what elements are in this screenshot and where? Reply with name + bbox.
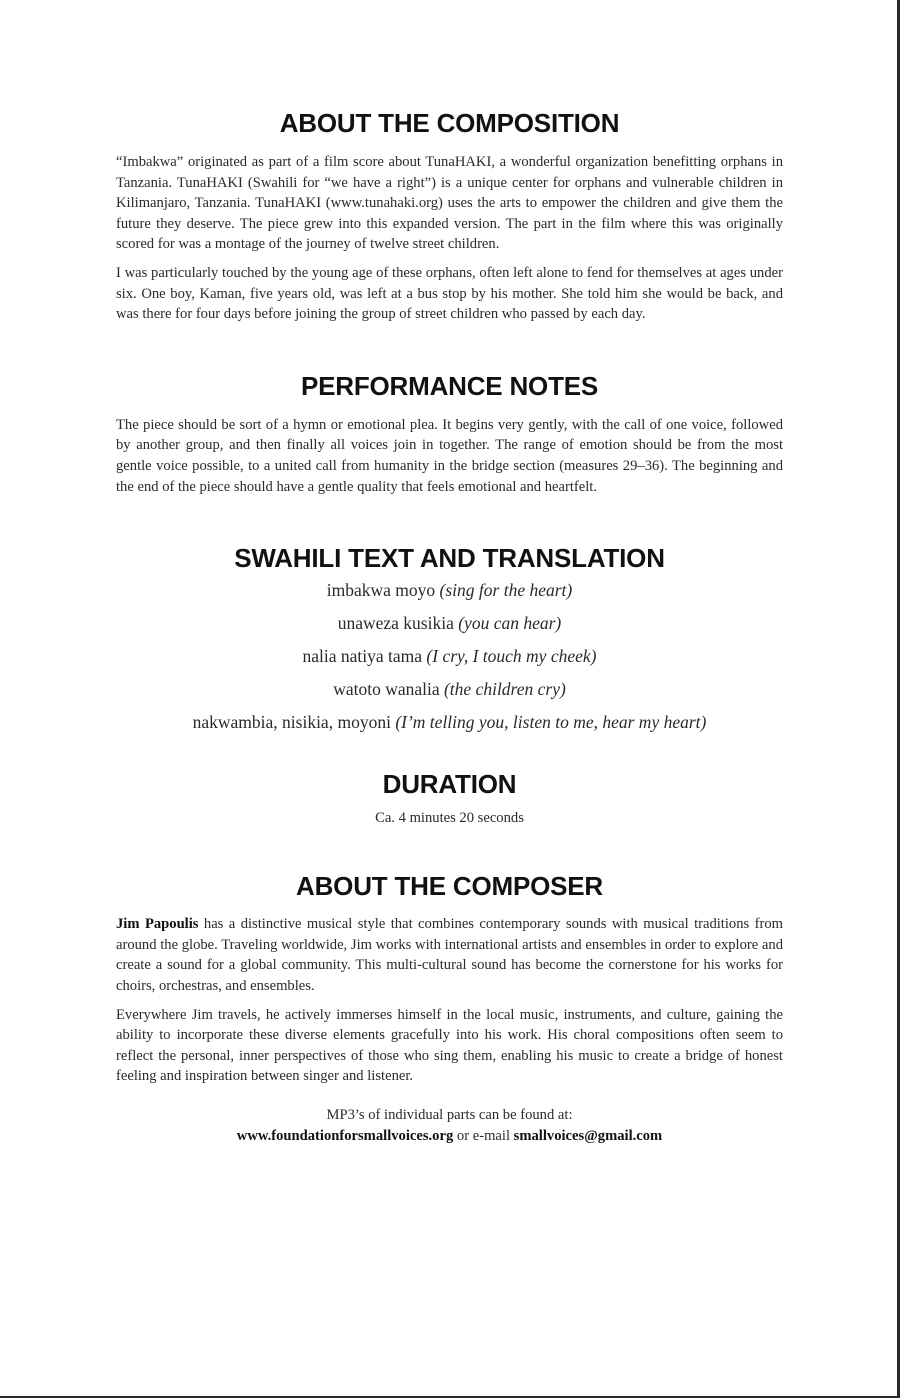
- website-link[interactable]: www.foundationforsmallvoices.org: [236, 1127, 454, 1144]
- performance-paragraph: The piece should be sort of a hymn or emotional plea. It begins very gently, with the call of one voice, followed by another group, and then finally all voices join in together. The range of emotion should be from the most gentle voice possible, to a united call from humanity in the bridge section (measures 29–36). The beginning and the end of the piece should have a gentle quality that feels emotional and heartfelt.: [116, 416, 783, 495]
- lyric-line: [116, 574, 783, 607]
- document-body: [116, 108, 783, 1147]
- performance-notes-section: [116, 371, 783, 497]
- email-link[interactable]: smallvoices@gmail.com: [513, 1127, 663, 1144]
- lyric-swahili: watoto wanalia: [333, 679, 440, 700]
- swahili-section: [116, 543, 783, 739]
- about-composition-section: [116, 108, 783, 325]
- about-composer-heading: ABOUT THE COMPOSER: [296, 871, 603, 902]
- footer-note: [116, 1105, 783, 1147]
- lyric-swahili: imbakwa moyo: [326, 580, 436, 601]
- swahili-heading: SWAHILI TEXT AND TRANSLATION: [234, 543, 665, 574]
- duration-heading: DURATION: [382, 769, 517, 800]
- lyric-translation: (I cry, I touch my cheek): [426, 646, 597, 667]
- mp3-line: MP3’s of individual parts can be found at:: [326, 1106, 573, 1123]
- composition-paragraph-2: I was particularly touched by the young age of these orphans, often left alone to fend for themselves at ages under six. One boy, Kaman, five years old, was left at a bus stop by his mother. She told him she would be back, and was there for four days before joining the group of street children who passed by each day.: [116, 264, 783, 323]
- duration-text: Ca. 4 minutes 20 seconds: [375, 810, 524, 827]
- lyric-translation: (sing for the heart): [439, 580, 573, 601]
- lyric-swahili: nalia natiya tama: [302, 646, 423, 667]
- about-composer-section: [116, 871, 783, 1087]
- about-composition-heading: ABOUT THE COMPOSITION: [279, 108, 620, 138]
- lyrics-list: [116, 574, 783, 739]
- composer-paragraph-1-text: has a distinctive musical style that combines contemporary sounds with musical traditions from around the globe. Traveling worldwide, Jim works with international artists and ensembles in order to explore and create a sound for a global community. This multi-cultural sound has become the cornerstone for his works for choirs, orchestras, and ensembles.: [116, 916, 783, 994]
- lyric-translation: (I’m telling you, listen to me, hear my heart): [395, 712, 707, 733]
- lyric-line: [116, 706, 783, 739]
- lyric-line: [116, 673, 783, 706]
- performance-notes-heading: PERFORMANCE NOTES: [300, 370, 599, 401]
- composer-paragraph-1: [116, 914, 783, 996]
- composition-paragraph-1: “Imbakwa” originated as part of a film score about TunaHAKI, a wonderful organization benefitting orphans in Tanzania. TunaHAKI (Swahili for “we have a right”) is a unique center for orphans and vulnerable children in Kilimanjaro, Tanzania. TunaHAKI (www.tunahaki.org) uses the arts to empower the children and give them the future they deserve. The piece grew into this expanded version. The part in the film where this was originally scored for was a montage of the journey of twelve street children.: [116, 154, 783, 253]
- lyric-swahili: unaweza kusikia: [337, 613, 454, 634]
- lyric-swahili: nakwambia, nisikia, moyoni: [192, 712, 391, 733]
- lyric-line: [116, 640, 783, 673]
- composer-name: Jim Papoulis: [116, 916, 199, 933]
- lyric-translation: (you can hear): [458, 613, 562, 634]
- lyric-line: [116, 607, 783, 640]
- contact-line: [116, 1126, 783, 1147]
- composer-paragraph-2: Everywhere Jim travels, he actively immerses himself in the local music, instruments, and culture, gaining the ability to incorporate these diverse elements gracefully into his work. His choral compositions often seem to reflect the personal, inner perspectives of those who sing them, enabling his music to create a bridge of honest feeling and inspiration between singer and listener.: [116, 1006, 783, 1085]
- duration-section: [116, 769, 783, 827]
- or-email-text: or e-mail: [456, 1127, 511, 1144]
- lyric-translation: (the children cry): [443, 679, 566, 700]
